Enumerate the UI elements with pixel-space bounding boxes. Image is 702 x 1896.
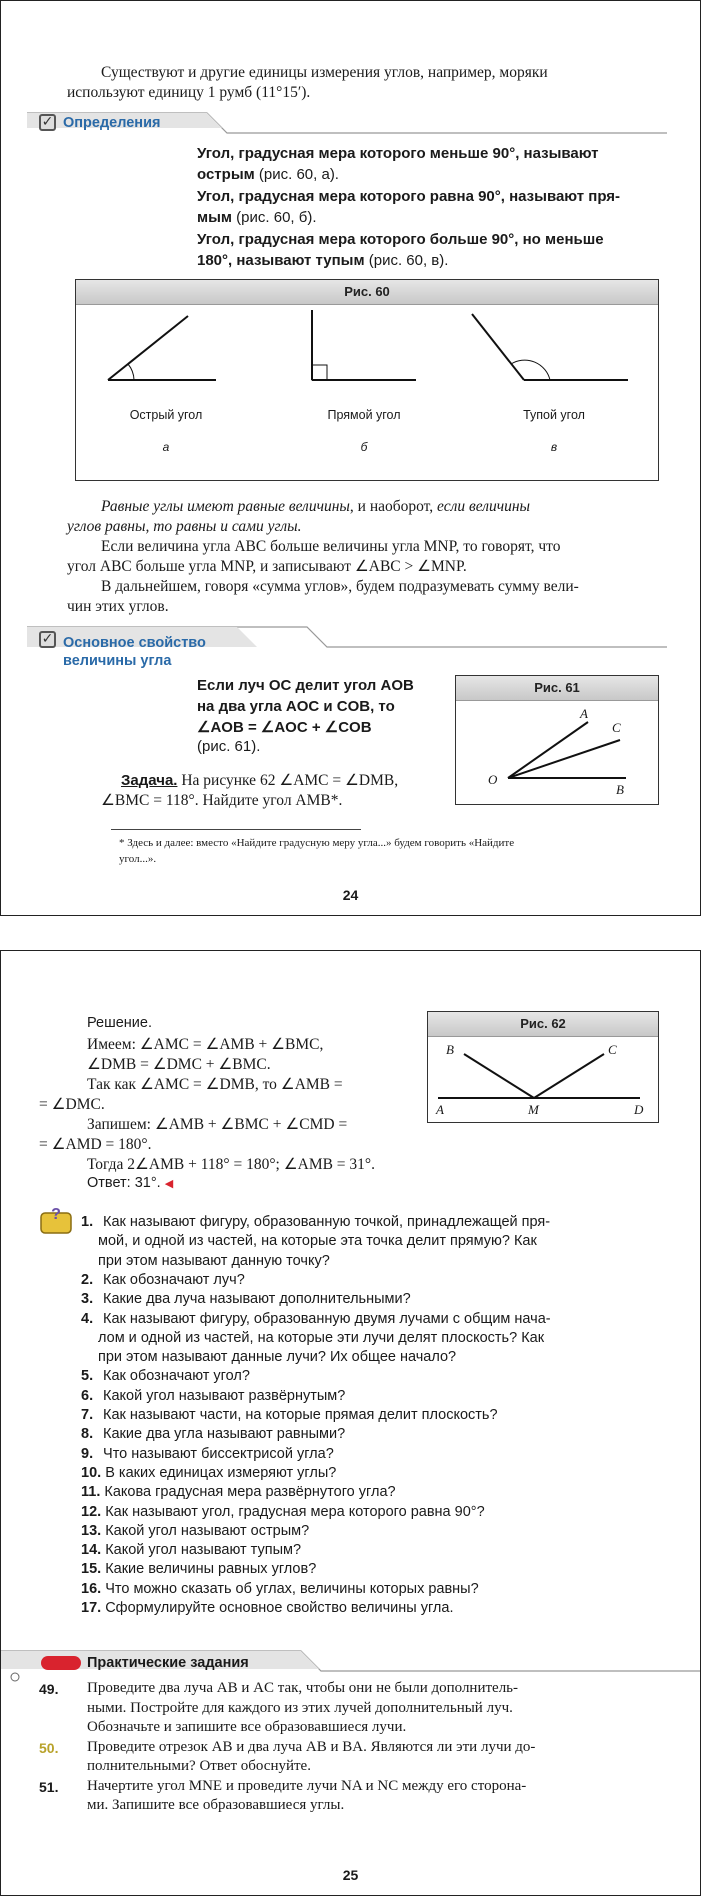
question-number: 6.	[81, 1387, 94, 1404]
checkbox-icon-2: ✓	[39, 631, 56, 648]
question-text: Что называют биссектрисой угла?	[103, 1445, 334, 1462]
question-number: 17.	[81, 1600, 102, 1616]
solution-line-4: = ∠DMC.	[39, 1096, 105, 1113]
question-number: 13.	[81, 1522, 102, 1539]
question-number: 3.	[81, 1291, 94, 1308]
prop-line-2: на два угла AOC и COB, то	[197, 698, 395, 715]
figure-61	[455, 675, 659, 805]
question-number: 8.	[81, 1426, 94, 1443]
exercise-line: полнительными? Ответ обоснуйте.	[87, 1758, 311, 1774]
question-number: 2.	[81, 1271, 94, 1288]
para3-line2: чин этих углов.	[67, 598, 169, 615]
practical-label: Практические задания	[87, 1655, 249, 1671]
task-line-2: ∠BMC = 118°. Найдите угол AMB*.	[101, 792, 343, 809]
question-icon	[39, 1205, 75, 1235]
solution-line-1: Имеем: ∠AMC = ∠AMB + ∠BMC,	[87, 1036, 324, 1053]
figure-62	[427, 1011, 659, 1123]
end-marker-icon: ◀	[164, 1178, 174, 1190]
question-number: 1.	[81, 1214, 94, 1230]
question-line	[81, 1541, 641, 1560]
question-text: Какие два луча называют дополнительными?	[103, 1291, 411, 1308]
def2-term: мым	[197, 209, 233, 226]
fig61-point-A: A	[580, 706, 588, 721]
solution-title: Решение.	[87, 1015, 152, 1031]
letter-a: а	[162, 440, 170, 454]
question-line	[81, 1387, 641, 1406]
prop-line-3: ∠AOB = ∠AOC + ∠COB	[197, 719, 372, 736]
question-text: Как обозначают луч?	[103, 1271, 245, 1288]
question-number: 11.	[81, 1484, 101, 1501]
para2-line1: Если величина угла ABC больше величины угла MNP, то говорят, что	[101, 538, 561, 555]
def3-ref: (рис. 60, в).	[364, 252, 449, 269]
answer-text: Ответ: 31°.	[87, 1175, 161, 1191]
def2-text: Угол, градусная мера которого равна 90°, называют пря-	[197, 188, 621, 205]
question-text: Как называют угол, градусная мера которого равна 90°?	[105, 1503, 485, 1520]
question-text: Какова градусная мера развёрнутого угла?	[104, 1484, 396, 1501]
figure-62-title: Рис. 62	[428, 1012, 658, 1037]
solution-line-3: Так как ∠AMC = ∠DMB, то ∠AMB =	[87, 1076, 343, 1093]
def1-text: Угол, градусная мера которого меньше 90°, называют	[197, 145, 599, 162]
fig62-point-A: A	[436, 1102, 444, 1117]
question-line	[81, 1522, 641, 1541]
question-number: 7.	[81, 1407, 94, 1423]
question-number: 16.	[81, 1580, 102, 1597]
exercise-line: Обозначьте и запишите все образовавшиеся лучи.	[87, 1719, 407, 1735]
exercise-number: 51.	[39, 1778, 59, 1795]
footnote-line-2: угол...».	[119, 853, 157, 865]
exercise-line: ми. Запишите все образовавшиеся углы.	[87, 1797, 345, 1813]
question-line	[81, 1310, 641, 1329]
question-line	[81, 1599, 641, 1618]
exercise-number: 49.	[39, 1681, 59, 1697]
exercise-line: ными. Постройте для каждого из этих лучей дополнительный луч.	[87, 1699, 513, 1716]
task-line-1	[121, 771, 398, 791]
question-line	[81, 1252, 658, 1271]
property-label-2: величины угла	[63, 653, 172, 669]
question-line	[81, 1348, 658, 1367]
svg-text:?: ?	[51, 1206, 61, 1223]
question-text: Как обозначают угол?	[103, 1368, 250, 1385]
question-line	[81, 1232, 658, 1251]
figure-61-title: Рис. 61	[456, 676, 658, 701]
para1-it1: Равные углы имеют равные величины	[101, 498, 350, 515]
question-line	[81, 1445, 641, 1464]
label-right: Прямой угол	[327, 408, 401, 422]
question-line	[81, 1367, 641, 1386]
exercise-line: Начертите угол MNE и проведите лучи NA и NC между его сторона-	[87, 1777, 527, 1794]
question-number: 10.	[81, 1464, 102, 1481]
right-angle	[312, 310, 416, 380]
question-text: Какие два угла называют равными?	[103, 1426, 346, 1443]
label-obtuse: Тупой угол	[523, 408, 585, 422]
intro-line-1: Существуют и другие единицы измерения углов, например, моряки	[101, 64, 548, 81]
practical-marker-icon	[41, 1656, 81, 1670]
fig61-point-B: B	[616, 782, 624, 797]
definitions-label: Определения	[63, 115, 161, 131]
fig62-point-C: C	[608, 1042, 617, 1057]
def3-term: 180°, называют тупым	[197, 252, 365, 269]
fig62-point-B: B	[446, 1042, 454, 1057]
label-acute: Острый угол	[129, 408, 203, 422]
solution-line-7: Тогда 2∠AMB + 118° = 180°; ∠AMB = 31°.	[87, 1156, 375, 1173]
question-text: Сформулируйте основное свойство величины угла.	[105, 1600, 454, 1616]
question-number: 5.	[81, 1368, 94, 1385]
property-label-1: Основное свойство	[63, 635, 206, 651]
fig61-point-O: O	[488, 772, 498, 787]
question-text: мой, и одной из частей, на которые эта точка делит прямую? Как	[98, 1233, 537, 1250]
question-text: лом и одной из частей, на которые эти лучи делят плоскость? Как	[98, 1329, 545, 1346]
question-line	[81, 1406, 641, 1425]
intro-line-2: используют единицу 1 румб (11°15′).	[67, 84, 311, 101]
prop-line-4: (рис. 61).	[197, 738, 261, 755]
solution-answer	[87, 1175, 173, 1191]
para1-it2: если величины	[437, 498, 531, 515]
question-line	[81, 1560, 641, 1579]
def1-term: острым	[197, 166, 255, 183]
letter-v: в	[550, 440, 558, 454]
para1-n: , и наоборот,	[349, 498, 438, 515]
question-number: 4.	[81, 1310, 94, 1327]
fig62-point-M: M	[528, 1102, 539, 1117]
question-text: Какой угол называют тупым?	[105, 1542, 302, 1559]
def3-text: Угол, градусная мера которого больше 90°, но меньше	[197, 231, 604, 248]
question-line	[81, 1425, 641, 1444]
question-line	[81, 1290, 641, 1309]
page-number-24: 24	[342, 887, 359, 903]
question-text: Что можно сказать об углах, величины которых равны?	[105, 1580, 479, 1597]
fig61-point-C: C	[612, 720, 621, 735]
acute-angle	[108, 316, 216, 380]
question-text: Как называют фигуру, образованную двумя лучами с общим нача-	[103, 1310, 551, 1327]
solution-line-2: ∠DMB = ∠DMC + ∠BMC.	[87, 1056, 271, 1073]
question-line	[81, 1464, 641, 1483]
question-number: 14.	[81, 1542, 102, 1559]
task-label: Задача.	[121, 772, 178, 789]
task-text-1: На рисунке 62 ∠AMC = ∠DMB,	[177, 772, 399, 789]
question-text: Какие величины равных углов?	[105, 1561, 317, 1578]
definition-2	[197, 186, 667, 228]
exercise-line: Проведите отрезок AB и два луча AB и BA. Являются ли эти лучи до-	[87, 1738, 536, 1755]
para1-line2: углов равны, то равны и сами углы.	[67, 518, 302, 535]
question-line	[81, 1213, 641, 1232]
obtuse-angle	[472, 314, 628, 380]
solution-line-6: = ∠AMD = 180°.	[39, 1136, 152, 1153]
question-line	[81, 1271, 641, 1290]
figure-60	[75, 279, 659, 481]
checkbox-icon: ✓	[39, 114, 56, 131]
def2-ref: (рис. 60, б).	[232, 209, 317, 226]
page-number-25: 25	[342, 1867, 359, 1883]
prop-line-1: Если луч OC делит угол AOB	[197, 677, 414, 694]
para2-line2: угол ABC больше угла MNP, и записывают ∠ABC > ∠MNP.	[67, 558, 467, 575]
question-text: при этом называют данные лучи? Их общее начало?	[98, 1349, 457, 1366]
question-text: Как называют фигуру, образованную точкой, принадлежащей пря-	[103, 1214, 551, 1230]
para3-line1: В дальнейшем, говоря «сумма углов», будем подразумевать сумму вели-	[101, 578, 579, 595]
question-number: 15.	[81, 1561, 102, 1578]
question-text: Какой угол называют развёрнутым?	[103, 1387, 346, 1404]
question-number: 12.	[81, 1503, 102, 1520]
question-line	[81, 1503, 641, 1522]
definition-1	[197, 143, 667, 185]
definition-3	[197, 229, 667, 271]
question-text: Как называют части, на которые прямая делит плоскость?	[103, 1407, 498, 1423]
question-line	[81, 1483, 641, 1502]
figure-62-drawing	[428, 1036, 658, 1122]
question-line	[81, 1580, 641, 1599]
figure-60-title: Рис. 60	[76, 280, 658, 305]
footnote-line-1: * Здесь и далее: вместо «Найдите градусную меру угла...» будем говорить «Найдите	[119, 837, 515, 849]
exercise-number: 50.	[39, 1739, 59, 1756]
question-line	[81, 1329, 658, 1348]
exercise-line: Проведите два луча AB и AC так, чтобы они не были дополнитель-	[87, 1680, 519, 1696]
figure-61-drawing	[456, 700, 658, 804]
page-25	[0, 950, 701, 1896]
question-number: 9.	[81, 1445, 94, 1462]
solution-line-5: Запишем: ∠AMB + ∠BMC + ∠CMD =	[87, 1116, 348, 1133]
page-24	[0, 0, 701, 916]
def1-ref: (рис. 60, а).	[254, 166, 339, 183]
para1-line1	[101, 497, 530, 517]
question-text: В каких единицах измеряют углы?	[105, 1464, 337, 1481]
question-text: Какой угол называют острым?	[105, 1522, 310, 1539]
fig62-point-D: D	[634, 1102, 644, 1117]
letter-b: б	[360, 440, 368, 454]
footnote-rule	[111, 829, 361, 830]
question-text: при этом называют данную точку?	[98, 1252, 330, 1269]
